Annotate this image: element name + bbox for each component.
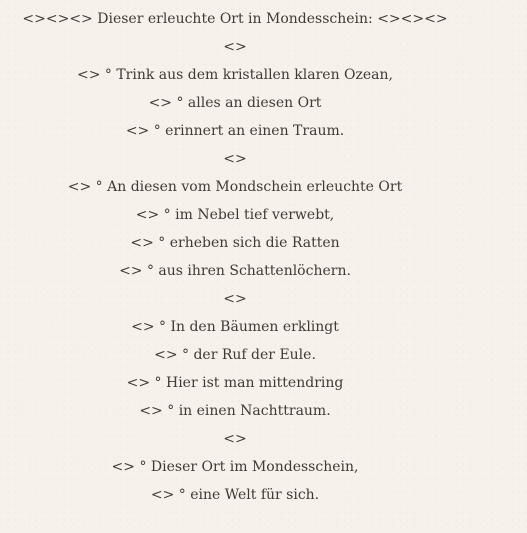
poem-line: <> ° An diesen vom Mondschein erleuchte Ort bbox=[67, 179, 403, 195]
poem-line: <> ° der Ruf der Eule. bbox=[154, 347, 316, 363]
poem-line: <> ° in einen Nachttraum. bbox=[139, 403, 331, 419]
poem-line: <> ° erinnert an einen Traum. bbox=[125, 123, 345, 139]
poem-separator-line: <> bbox=[223, 39, 247, 55]
poem-line: <> ° In den Bäumen erklingt bbox=[131, 319, 339, 335]
poem-line: <> ° alles an diesen Ort bbox=[148, 95, 322, 111]
poem-line: <> ° Hier ist man mittendring bbox=[126, 375, 344, 391]
poem-separator-line: <> bbox=[223, 431, 247, 447]
poem-line: <> ° eine Welt für sich. bbox=[150, 487, 320, 503]
poem-separator-line: <> bbox=[223, 151, 247, 167]
poem-line: <> ° erheben sich die Ratten bbox=[130, 235, 340, 251]
poem-line: <> ° Trink aus dem kristallen klaren Ozean, bbox=[76, 67, 393, 83]
poem-line: <> ° im Nebel tief verwebt, bbox=[135, 207, 335, 223]
poem-line: <> ° aus ihren Schattenlöchern. bbox=[119, 263, 351, 279]
poem bbox=[0, 5, 470, 509]
poem-line: <> ° Dieser Ort im Mondesschein, bbox=[111, 459, 359, 475]
poem-title-line: <><><> Dieser erleuchte Ort in Mondesschein: <><><> bbox=[22, 11, 448, 27]
poem-separator-line: <> bbox=[223, 291, 247, 307]
